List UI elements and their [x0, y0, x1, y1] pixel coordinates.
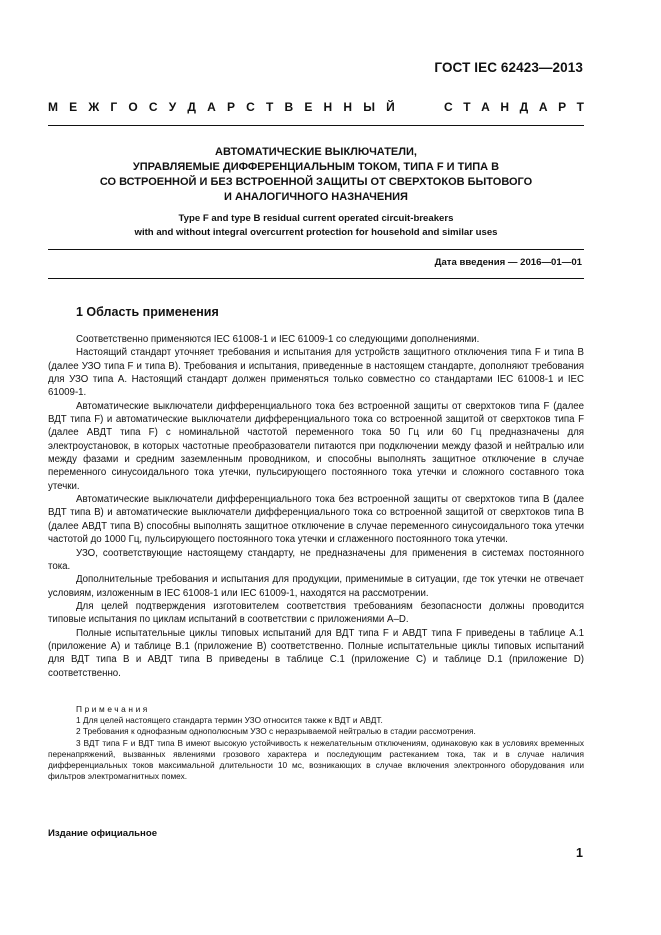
introduction-date: Дата введения — 2016—01—01 [434, 257, 582, 268]
note-item: 3 ВДТ типа F и ВДТ типа В имеют высокую устойчивость к нежелательным отключениям, одинаковую как в условиях временных перенапряжений, вызванных явлениями грозового характера и последующим растеканием тока, так и в случае наличия дифференциальных токов максимальной длительности 10 мс, возникающих в случае включения электронного оборудования или фильтров электромагнитных помех. [48, 737, 584, 782]
section-body [48, 333, 584, 680]
banner-letter: Н [500, 100, 510, 114]
title-line: СО ВСТРОЕННОЙ И БЕЗ ВСТРОЕННОЙ ЗАЩИТЫ ОТ СВЕРХТОКОВ БЫТОВОГО [99, 176, 533, 188]
section-heading: 1 Область применения [76, 305, 219, 319]
banner-word-interstate [48, 100, 395, 114]
notes-title: Примечания [76, 704, 150, 714]
banner-letter: О [128, 100, 138, 114]
date-divider [48, 278, 584, 279]
banner-letter: Т [265, 100, 274, 114]
document-code: ГОСТ IEC 62423—2013 [434, 60, 583, 75]
body-paragraph: Автоматические выключатели дифференциального тока без встроенной защиты от сверхтоков типа F (далее ВДТ типа F) и автоматические выключатели дифференциального тока со встроенной защитой от сверхтоков типа F (далее АВДТ типа F) с номинальной частотой переменного тока 50 Гц или 60 Гц предназначены для электроустановок, в которых частотные преобразователи питаются при подключении между фазой и нейтралью или между фазами и средним заземленным проводником, и способны выполнять защитное отключение в случае переменного синусоидального тока утечки, пульсирующего постоянного тока утечки и сложного составного тока утечки. [48, 400, 584, 492]
notes-block [48, 704, 584, 782]
banner-letter: Н [343, 100, 353, 114]
banner-letter: М [48, 100, 58, 114]
document-title-english [48, 212, 584, 240]
banner-letter: Ж [88, 100, 100, 114]
body-paragraph: Настоящий стандарт уточняет требования и испытания для устройств защитного отключения типа F и типа В (далее УЗО типа F и типа В). Требования и испытания, приведенные в настоящем стандарте, дополняют требования для УЗО типа А. Настоящий стандарт должен применяться только совместно со стандартами IEC 61008-1 и IEC 61009-1. [48, 347, 584, 399]
banner-letter: С [148, 100, 158, 114]
banner-letter: Н [323, 100, 333, 114]
banner-letter: Т [576, 100, 584, 114]
banner-word-standard [444, 100, 584, 114]
banner-letter: Е [304, 100, 313, 114]
note-item: 1 Для целей настоящего стандарта термин УЗО относится также к ВДТ и АВДТ. [76, 715, 383, 726]
banner-letter: А [481, 100, 490, 114]
interstate-standard-banner [48, 100, 584, 114]
banner-letter: Р [558, 100, 567, 114]
body-paragraph: Автоматические выключатели дифференциального тока без встроенной защиты от сверхтоков типа В (далее ВДТ типа В) и автоматические выключатели дифференциального тока со встроенной защитой от сверхтоков типа В (далее АВДТ типа В) способны выполнять защитное отключение в случае переменного синусоидального тока утечки частотой до 1000 Гц, пульсирующего постоянного тока утечки и сглаженного постоянного тока утечки. [48, 494, 584, 546]
title-divider [48, 249, 584, 250]
banner-divider [48, 125, 584, 126]
banner-letter: Г [110, 100, 118, 114]
official-edition-label: Издание официальное [48, 828, 158, 839]
body-paragraph: УЗО, соответствующие настоящему стандарту, не предназначены для применения в системах постоянного тока. [48, 547, 584, 572]
title-line: И АНАЛОГИЧНОГО НАЗНАЧЕНИЯ [224, 191, 408, 203]
banner-letter: У [168, 100, 177, 114]
page-number: 1 [576, 846, 583, 860]
title-line: УПРАВЛЯЕМЫЕ ДИФФЕРЕНЦИАЛЬНЫМ ТОКОМ, ТИПА F И ТИПА В [132, 161, 500, 173]
banner-letter: Д [187, 100, 196, 114]
banner-letter: Д [519, 100, 529, 114]
banner-letter: Т [463, 100, 471, 114]
banner-letter: В [284, 100, 294, 114]
body-paragraph: Соответственно применяются IEC 61008-1 и IEC 61009-1 со следующими дополнениями. [76, 334, 480, 345]
note-item: 2 Требования к однофазным однополюсным УЗО с неразрываемой нейтралью в стадии рассмотрения. [76, 726, 476, 737]
banner-letter: Р [226, 100, 235, 114]
banner-letter: С [444, 100, 453, 114]
title-line: АВТОМАТИЧЕСКИЕ ВЫКЛЮЧАТЕЛИ, [215, 146, 417, 158]
banner-letter: С [246, 100, 255, 114]
body-paragraph: Полные испытательные циклы типовых испытаний для ВДТ типа F и АВДТ типа F приведены в таблице А.1 (приложение А) и таблице В.1 (приложение В) соответственно. Полные испытательные циклы типовых испытаний для ВДТ типа В и АВДТ типа В приведены в таблице С.1 (приложение С) и таблице D.1 (приложение D) соответственно. [48, 627, 584, 679]
document-title-russian [48, 145, 584, 205]
banner-letter: Й [386, 100, 395, 114]
banner-letter: А [207, 100, 216, 114]
title-line: with and without integral overcurrent protection for household and similar uses [134, 227, 498, 238]
banner-letter: Ы [363, 100, 375, 114]
body-paragraph: Для целей подтверждения изготовителем соответствия требованиям безопасности должны проводится типовые испытания по циклам испытаний в соответствии с приложениями А–D. [48, 600, 584, 626]
banner-letter: Е [69, 100, 78, 114]
body-paragraph: Дополнительные требования и испытания для продукции, применимые в ситуации, где ток утечки не отвечает условиям, изложенным в IEC 61008-1 или IEC 61009-1, находятся на рассмотрении. [48, 574, 584, 599]
title-line: Type F and type B residual current operated circuit-breakers [178, 213, 454, 224]
banner-letter: А [538, 100, 548, 114]
